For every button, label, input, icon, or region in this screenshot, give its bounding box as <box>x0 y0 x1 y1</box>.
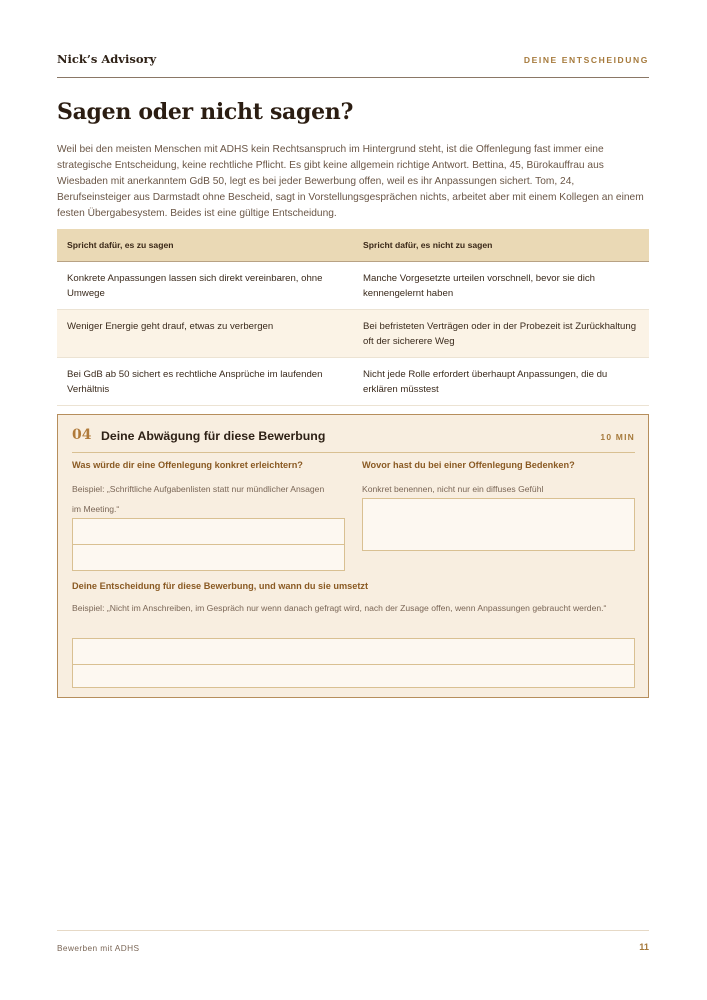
intro-paragraph: Weil bei den meisten Menschen mit ADHS kein Rechtsanspruch im Hintergrund steht, ist die Offenlegung fast immer eine strategische Entscheidung, keine rechtliche Pflicht. Es gibt keine allgemein richtige Antwort. Bettina, 45, Bürokauffrau aus Wiesbaden mit anerkanntem GdB 50, legt es bei jeder Bewerbung offen, weil es ihr Anpassungen sichert. Tom, 24, Berufseinsteiger aus Darmstadt ohne Bescheid, sagt in Vorstellungsgesprächen nichts, arbeitet aber mit einem Kollegen an einem festen Übergabesystem. Beides ist eine gültige Entscheidung. <box>57 144 644 219</box>
exercise-number: 04 <box>72 427 92 443</box>
table-header-row <box>57 229 649 261</box>
question-3-answer-lines[interactable] <box>72 638 635 688</box>
answer-line-divider <box>73 544 344 545</box>
question-2-answer-area[interactable] <box>362 498 635 551</box>
question-3-hint: Beispiel: „Nicht im Anschreiben, im Gespräch nur wenn danach gefragt wird, nach der Zusage offen, wenn Anpassungen gebraucht werden.“ <box>72 603 607 613</box>
exercise-duration: 10 MIN <box>600 432 635 442</box>
page <box>57 0 649 1000</box>
section-label: DEINE ENTSCHEIDUNG <box>523 55 649 65</box>
page-footer <box>57 930 649 960</box>
footer-document-title: Bewerben mit ADHS <box>57 943 140 953</box>
table-cell: Konkrete Anpassungen lassen sich direkt vereinbaren, ohne Umwege <box>57 261 353 309</box>
column-header-pro: Spricht dafür, es zu sagen <box>57 229 353 261</box>
question-3-label: Deine Entscheidung für diese Bewerbung, und wann du sie umsetzt <box>72 581 369 591</box>
exercise-box <box>57 414 649 698</box>
answer-line-divider <box>73 664 634 665</box>
exercise-header <box>72 427 635 453</box>
comparison-table <box>57 229 649 406</box>
table-row <box>57 261 649 309</box>
question-1-answer-lines[interactable] <box>72 518 345 571</box>
table-cell: Nicht jede Rolle erfordert überhaupt Anpassungen, die du erklären müsstest <box>353 357 649 405</box>
table-row <box>57 357 649 405</box>
table-cell: Weniger Energie geht drauf, etwas zu verbergen <box>57 309 353 357</box>
question-1-hint: Beispiel: „Schriftliche Aufgabenlisten statt nur mündlicher Ansagen im Meeting.“ <box>72 484 325 514</box>
table-cell: Manche Vorgesetzte urteilen vorschnell, bevor sie dich kennengelernt haben <box>353 261 649 309</box>
question-2-hint: Konkret benennen, nicht nur ein diffuses Gefühl <box>362 484 544 494</box>
page-header <box>57 52 649 78</box>
question-2-label: Wovor hast du bei einer Offenlegung Bedenken? <box>362 460 575 470</box>
exercise-title: Deine Abwägung für diese Bewerbung <box>101 429 326 443</box>
brand-name: Nick’s Advisory <box>57 52 157 66</box>
column-header-contra: Spricht dafür, es nicht zu sagen <box>353 229 649 261</box>
table-cell: Bei GdB ab 50 sichert es rechtliche Ansprüche im laufenden Verhältnis <box>57 357 353 405</box>
page-number: 11 <box>639 942 649 952</box>
table-cell: Bei befristeten Verträgen oder in der Probezeit ist Zurückhaltung oft der sicherere Weg <box>353 309 649 357</box>
table-row <box>57 309 649 357</box>
question-1-label: Was würde dir eine Offenlegung konkret erleichtern? <box>72 460 303 470</box>
page-title: Sagen oder nicht sagen? <box>57 99 354 125</box>
